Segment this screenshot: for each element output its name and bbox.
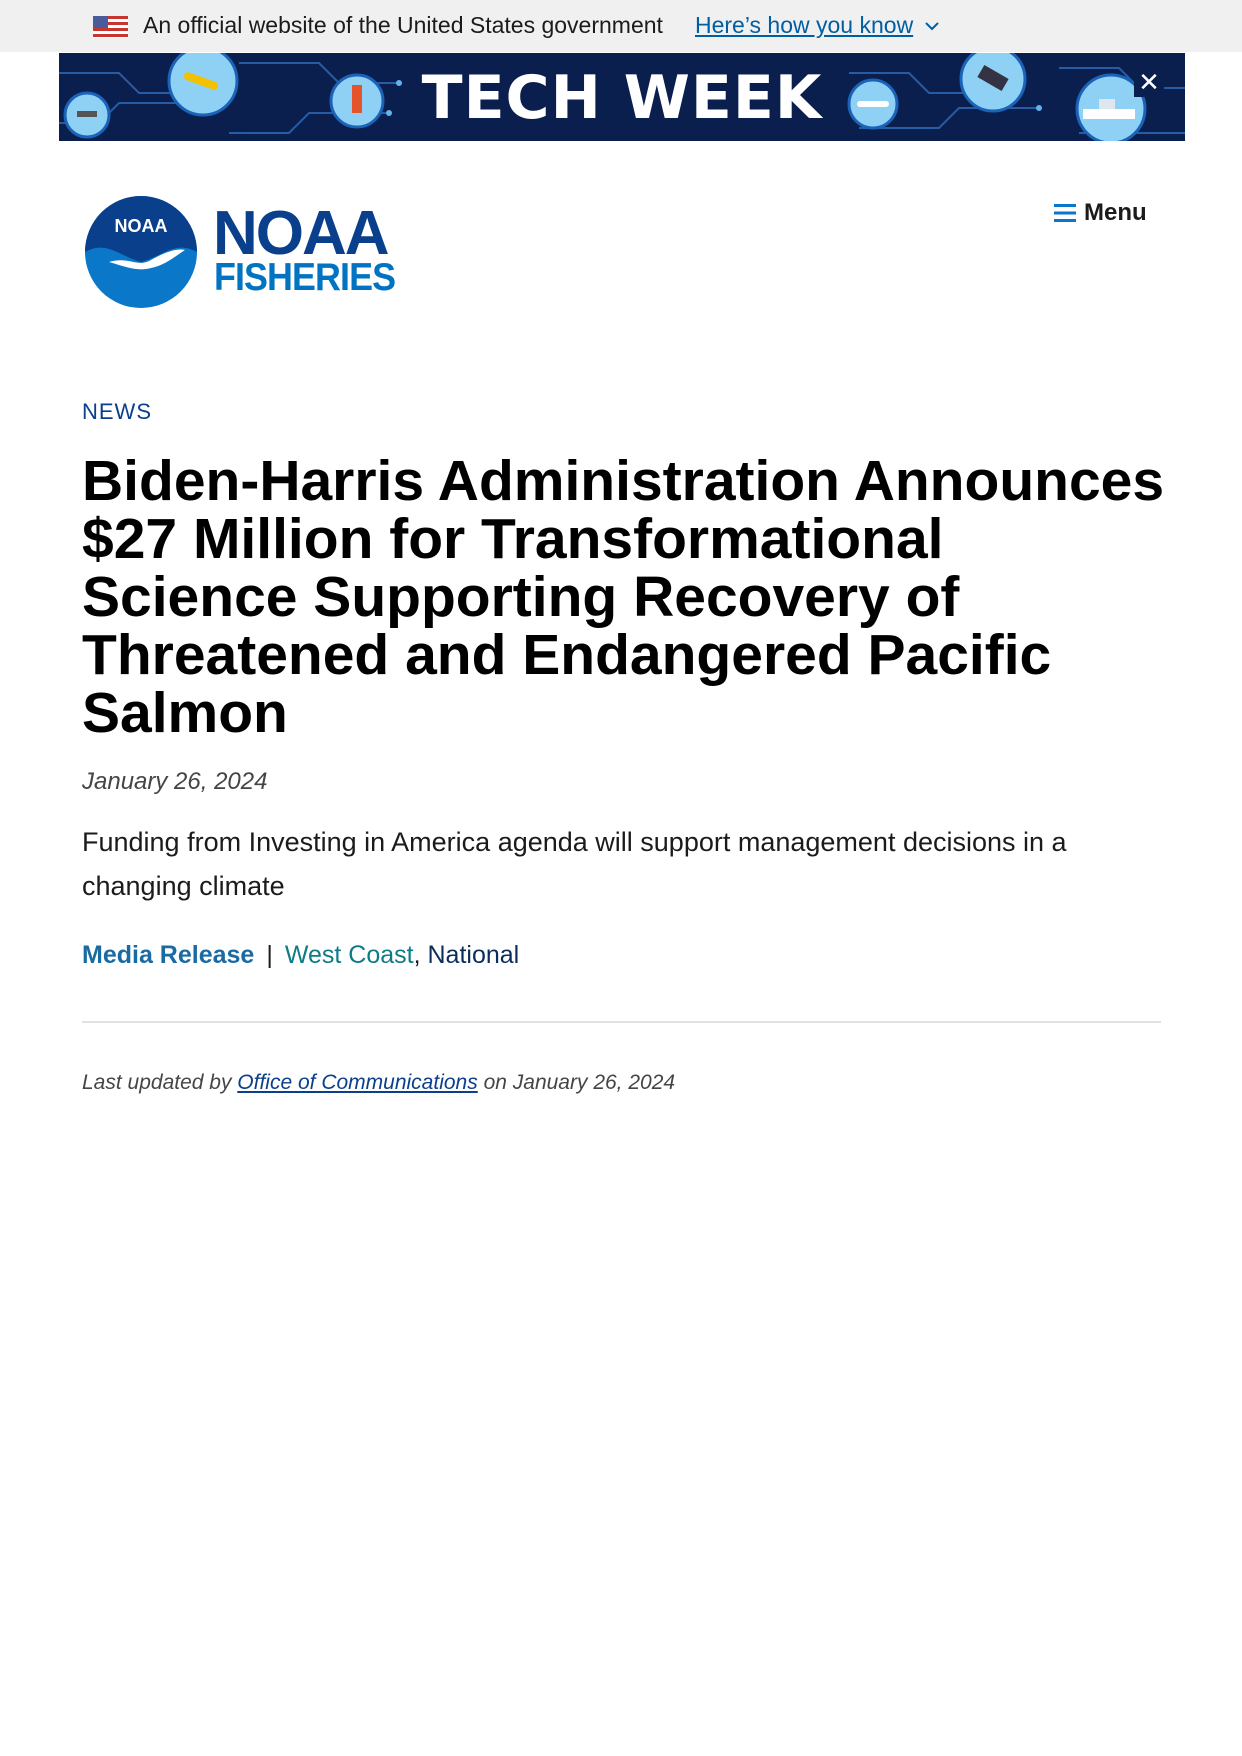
hamburger-icon [1054,203,1076,223]
tech-week-title: TECH WEEK [421,63,823,133]
updated-prefix: Last updated by [82,1071,232,1094]
menu-button[interactable] [1054,196,1147,230]
logo-wordmark-noaa[interactable]: NOAA [213,199,388,268]
updated-suffix: on January 26, 2024 [483,1071,676,1094]
last-updated [82,1071,675,1095]
gov-banner-text: An official website of the United States government [143,12,663,38]
page-title: Biden-Harris Administration Announces $27 Million for Transformational Science Supporting Recovery of Threatened and Endangered Pacific Salmon [82,449,1165,745]
tag-media-release[interactable]: Media Release [82,941,255,969]
menu-label: Menu [1084,199,1147,226]
divider [82,1021,1161,1023]
us-flag-icon [93,16,128,38]
news-eyebrow: NEWS [82,399,152,424]
emblem-text: NOAA [114,216,168,236]
close-banner-button[interactable]: ✕ [1134,67,1164,97]
article-summary: Funding from Investing in America agenda will support management decisions in a changing climate [82,827,1067,901]
office-of-communications-link[interactable]: Office of Communications [237,1071,478,1094]
tag-west-coast[interactable]: West Coast [284,941,414,969]
logo-wordmark-fisheries[interactable]: FISHERIES [214,256,396,299]
chevron-down-icon[interactable] [924,20,940,32]
tag-separator: | [266,941,273,969]
how-you-know-link[interactable]: Here’s how you know [695,12,914,38]
gov-banner [0,0,1242,52]
tech-week-banner[interactable] [59,53,1185,141]
article-tags [82,941,519,970]
tag-national[interactable]: National [427,941,520,969]
tag-comma: , [413,941,421,969]
noaa-emblem-icon[interactable] [85,196,197,308]
publish-date: January 26, 2024 [82,768,268,795]
